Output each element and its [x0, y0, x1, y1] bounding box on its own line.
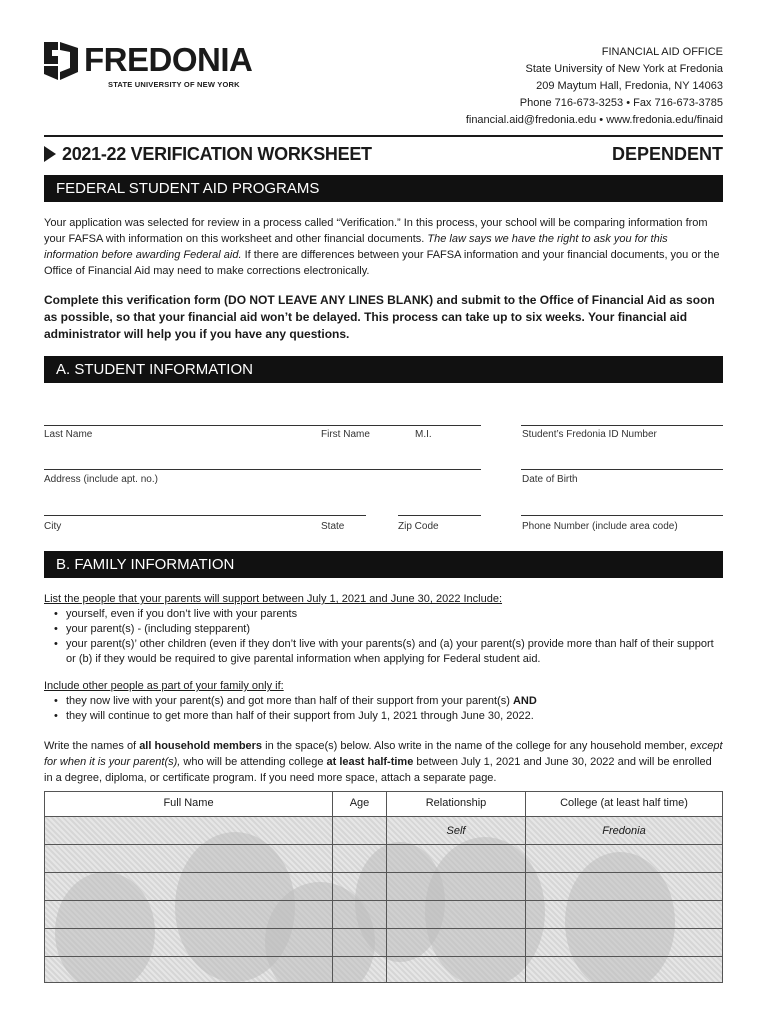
write-bold-2: at least half-time	[326, 756, 414, 768]
dependency-status: DEPENDENT	[611, 144, 723, 164]
list-item-bold: AND	[512, 695, 537, 707]
other-people-list	[44, 694, 723, 724]
other-people-heading: Include other people as part of your family only if:	[44, 680, 284, 692]
zip-label: Zip Code	[398, 521, 439, 532]
address-line[interactable]	[44, 469, 481, 470]
fredonia-logo	[44, 40, 274, 92]
mi-label: M.I.	[415, 429, 432, 440]
intro-text-2: If there are differences between your FAFSA information and your financial documents, you or the Office of Financial Aid may need to make corrections electronically.	[44, 249, 720, 277]
list-item: • your parent(s) - (including stepparent)	[66, 622, 723, 637]
student-id-label: Student’s Fredonia ID Number	[522, 429, 657, 440]
household-table	[44, 791, 723, 983]
table-row-divider	[45, 844, 722, 845]
table-row-divider	[45, 956, 722, 957]
first-name-label: First Name	[321, 429, 370, 440]
table-row-divider	[45, 872, 722, 873]
worksheet-title	[44, 144, 372, 165]
city-state-line[interactable]	[44, 515, 366, 516]
office-line-web: financial.aid@fredonia.edu • www.fredonia.edu/finaid	[465, 114, 723, 126]
header-divider	[44, 135, 723, 137]
write-text-1: Write the names of	[44, 740, 137, 752]
list-item-text: they now live with your parent(s) and got more than half of their support from your parent(s)	[66, 695, 510, 707]
write-text-3: who will be attending college	[183, 756, 324, 768]
table-row-divider	[45, 928, 722, 929]
phone-label: Phone Number (include area code)	[522, 521, 678, 532]
write-bold-1: all household members	[139, 740, 263, 752]
table-col-divider	[525, 792, 526, 982]
section-federal-header: FEDERAL STUDENT AID PROGRAMS	[44, 175, 723, 202]
title-row	[44, 144, 723, 166]
section-student-header: A. STUDENT INFORMATION	[44, 356, 723, 383]
logo-subtitle: STATE UNIVERSITY OF NEW YORK	[108, 80, 240, 89]
col-header-relationship: Relationship	[425, 797, 487, 809]
worksheet-title-text: 2021-22 VERIFICATION WORKSHEET	[62, 144, 372, 164]
office-line-university: State University of New York at Fredonia	[525, 63, 723, 75]
office-title: FINANCIAL AID OFFICE	[601, 46, 723, 58]
household-instructions	[44, 738, 723, 786]
col-header-age: Age	[349, 797, 370, 809]
table-col-divider	[332, 792, 333, 982]
table-row-divider	[45, 900, 722, 901]
support-list-heading: List the people that your parents will support between July 1, 2021 and June 30, 2022 Include:	[44, 593, 503, 605]
other-people-block	[44, 679, 723, 724]
table-col-divider	[386, 792, 387, 982]
background-photo-figure	[425, 837, 545, 983]
section-family-header: B. FAMILY INFORMATION	[44, 551, 723, 578]
fredonia-logo-mark-icon	[44, 42, 78, 80]
student-id-line[interactable]	[521, 425, 723, 426]
support-list-block	[44, 592, 723, 667]
list-item: • yourself, even if you don’t live with your parents	[66, 607, 723, 622]
intro-text-1: Your application was selected for review in a process called “Verification.” In this process, your school will be comparing information from your FAFSA with information on this worksheet and other financial documents.	[44, 217, 708, 245]
address-label: Address (include apt. no.)	[44, 474, 158, 485]
state-label: State	[321, 521, 345, 532]
zip-line[interactable]	[398, 515, 481, 516]
office-line-phone: Phone 716-673-3253 • Fax 716-673-3785	[519, 97, 723, 109]
list-item: • your parent(s)’ other children (even if they don’t live with your parents(s) and (a) your parent(s) provide more than half of their support or (b) if they would be required to give parental information when applying for Federal student aid.	[66, 637, 723, 667]
cell-relationship-self: Self	[446, 825, 466, 837]
city-label: City	[44, 521, 62, 532]
triangle-icon	[44, 146, 56, 162]
dob-label: Date of Birth	[522, 474, 578, 485]
name-line[interactable]	[44, 425, 481, 426]
col-header-college: College (at least half time)	[560, 797, 688, 809]
write-italic: except for when it is your parent(s),	[44, 740, 723, 768]
col-header-full-name: Full Name	[163, 797, 214, 809]
intro-text-italic: The law says we have the right to ask you for this information before awarding Federal aid.	[44, 233, 668, 261]
logo-wordmark: FREDONIA	[84, 41, 253, 78]
instructions-bold: Complete this verification form (DO NOT LEAVE ANY LINES BLANK) and submit to the Office of Financial Aid as soon as possible, so that your financial aid won’t be delayed. This process can take up to six weeks. Your financial aid administrator will help you if you have any questions.	[44, 293, 715, 341]
dob-line[interactable]	[521, 469, 723, 470]
support-list	[44, 607, 723, 667]
office-contact-block	[466, 44, 723, 129]
cell-college-fredonia: Fredonia	[602, 825, 646, 837]
write-text-2: in the space(s) below. Also write in the name of the college for any household member,	[265, 740, 688, 752]
phone-line[interactable]	[521, 515, 723, 516]
intro-paragraph	[44, 215, 723, 279]
last-name-label: Last Name	[44, 429, 93, 440]
write-text-4: between July 1, 2021 and June 30, 2022 and will be enrolled in a degree, diploma, or certificate program. If you need more space, attach a separate page.	[44, 756, 712, 784]
office-line-address: 209 Maytum Hall, Fredonia, NY 14063	[536, 80, 723, 92]
list-item: • they will continue to get more than half of their support from July 1, 2021 through June 30, 2022.	[66, 709, 723, 724]
list-item	[66, 694, 723, 709]
